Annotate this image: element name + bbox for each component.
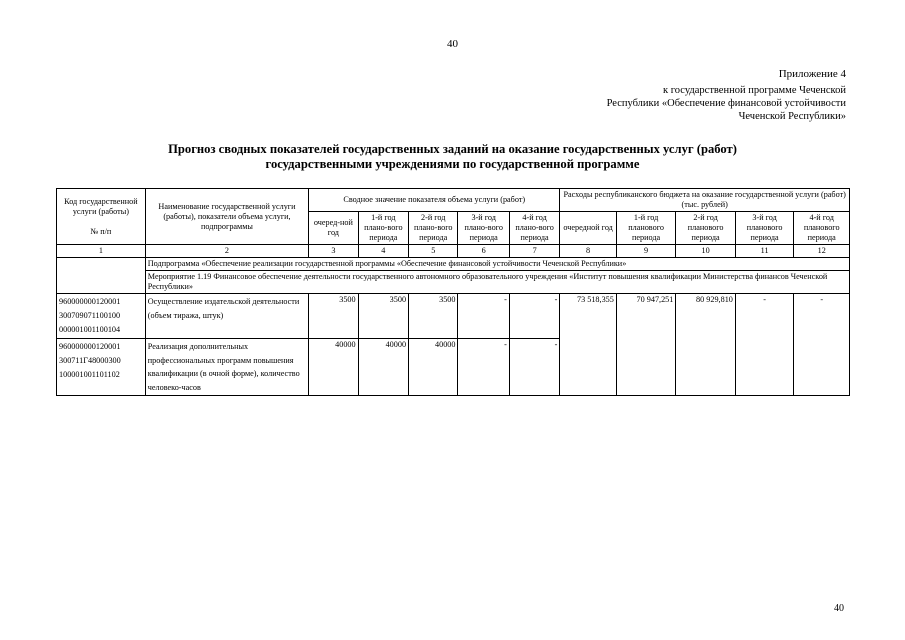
header-volume-year-0: очеред-ной год bbox=[309, 212, 358, 245]
program-reference-line: к государственной программе Чеченской bbox=[663, 85, 846, 96]
column-number: 9 bbox=[616, 245, 676, 258]
appendix-label: Приложение 4 bbox=[778, 68, 846, 80]
volume-value: 3500 bbox=[358, 294, 408, 339]
budget-value: 80 929,810 bbox=[676, 294, 736, 396]
program-reference-line: Чеченской Республики» bbox=[738, 111, 846, 122]
document-title-line: государственными учреждениями по государственной программе bbox=[265, 157, 640, 171]
volume-value: 3500 bbox=[409, 294, 458, 339]
header-budget-year-4: 4-й год планового периода bbox=[794, 212, 850, 245]
header-volume-year-1: 1-й год плано-вого периода bbox=[358, 212, 408, 245]
measure-row bbox=[57, 271, 850, 294]
column-number: 10 bbox=[676, 245, 736, 258]
column-number: 4 bbox=[358, 245, 408, 258]
header-service-name: Наименование государственной услуги (работы), показатели объема услуги, подпрограммы bbox=[145, 189, 308, 245]
column-number: 6 bbox=[458, 245, 509, 258]
header-code bbox=[57, 189, 146, 245]
column-number: 8 bbox=[560, 245, 616, 258]
volume-value: - bbox=[458, 339, 509, 396]
budget-value: 73 518,355 bbox=[560, 294, 616, 396]
subprogram-row bbox=[57, 258, 850, 271]
measure-label: Мероприятие 1.19 Финансовое обеспечение деятельности государственного автономного образовательного учреждения «Институт повышения квалификации Министерства финансов Чеченской Республики» bbox=[145, 271, 849, 294]
forecast-table bbox=[56, 188, 850, 396]
header-volume-year-3: 3-й год плано-вого периода bbox=[458, 212, 509, 245]
document-title-line: Прогноз сводных показателей государственных заданий на оказание государственных услуг (работ) bbox=[168, 142, 737, 156]
column-number-row bbox=[57, 245, 850, 258]
volume-value: 40000 bbox=[309, 339, 358, 396]
column-number: 5 bbox=[409, 245, 458, 258]
column-number: 12 bbox=[794, 245, 850, 258]
header-budget-year-0: очередной год bbox=[560, 212, 616, 245]
page-number-bottom: 40 bbox=[834, 603, 844, 614]
header-volume-year-2: 2-й год плано-вого периода bbox=[409, 212, 458, 245]
document-title bbox=[95, 142, 810, 172]
header-budget-year-2: 2-й год планового периода bbox=[676, 212, 736, 245]
service-code: 960000000120001 300711Г48000300 100001001101102 bbox=[57, 339, 146, 396]
header-budget-year-1: 1-й год планового периода bbox=[616, 212, 676, 245]
volume-value: - bbox=[509, 294, 559, 339]
budget-value: 70 947,251 bbox=[616, 294, 676, 396]
header-volume-year-4: 4-й год плано-вого периода bbox=[509, 212, 559, 245]
volume-value: - bbox=[509, 339, 559, 396]
subprogram-label: Подпрограмма «Обеспечение реализации государственной программы «Обеспечение финансовой устойчивости Чеченской Республики» bbox=[145, 258, 849, 271]
subprogram-code-cell bbox=[57, 258, 146, 294]
service-name: Реализация дополнительных профессиональных программ повышения квалификации (в очной форме), количество человеко-часов bbox=[145, 339, 308, 396]
table-row bbox=[57, 294, 850, 339]
service-code: 960000000120001 300709071100100 000001001100104 bbox=[57, 294, 146, 339]
column-number: 11 bbox=[735, 245, 794, 258]
header-budget-group: Расходы республиканского бюджета на оказание государственной услуги (работ) (тыс. рублей) bbox=[560, 189, 850, 212]
header-code-label: Код государственной услуги (работы) bbox=[64, 196, 138, 216]
column-number: 7 bbox=[509, 245, 559, 258]
volume-value: 40000 bbox=[358, 339, 408, 396]
program-reference-line: Республики «Обеспечение финансовой устойчивости bbox=[606, 98, 846, 109]
volume-value: - bbox=[458, 294, 509, 339]
header-budget-year-3: 3-й год планового периода bbox=[735, 212, 794, 245]
column-number: 1 bbox=[57, 245, 146, 258]
budget-value: - bbox=[794, 294, 850, 396]
volume-value: 3500 bbox=[309, 294, 358, 339]
header-code-number-label: № п/п bbox=[90, 226, 112, 236]
service-name: Осуществление издательской деятельности (объем тиража, штук) bbox=[145, 294, 308, 339]
header-row-1 bbox=[57, 189, 850, 212]
budget-value: - bbox=[735, 294, 794, 396]
header-volume-group: Сводное значение показателя объема услуги (работ) bbox=[309, 189, 560, 212]
volume-value: 40000 bbox=[409, 339, 458, 396]
column-number: 2 bbox=[145, 245, 308, 258]
page-number-top: 40 bbox=[447, 38, 458, 50]
program-reference bbox=[516, 84, 846, 123]
column-number: 3 bbox=[309, 245, 358, 258]
